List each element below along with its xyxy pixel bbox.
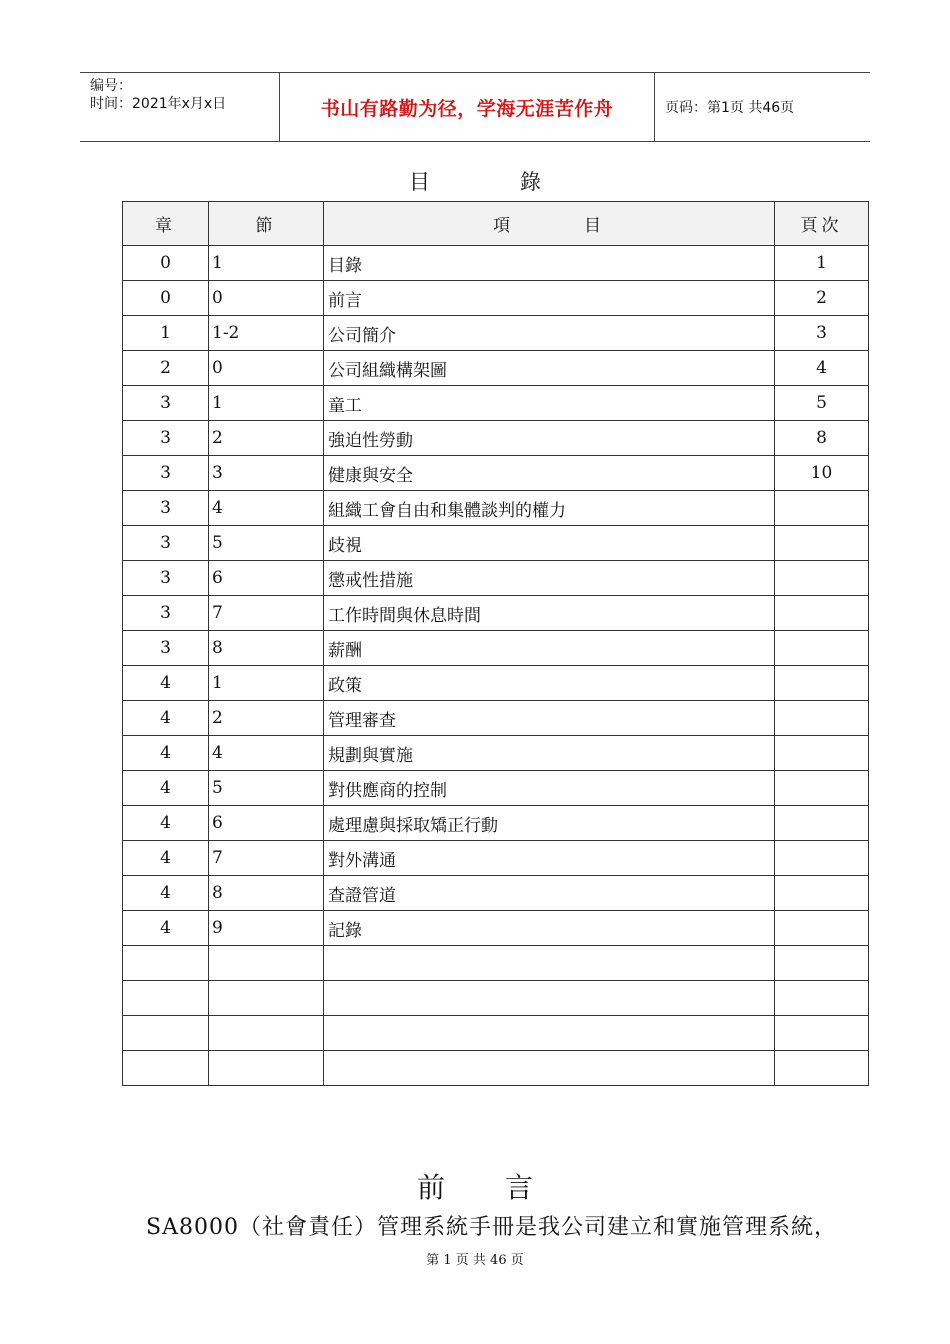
cell-item: 規劃與實施 bbox=[324, 736, 775, 771]
cell-section: 5 bbox=[209, 526, 324, 561]
date-label: 时间：2021年x月x日 bbox=[90, 96, 227, 112]
cell-page: 8 bbox=[775, 421, 869, 456]
cell-section: 6 bbox=[209, 561, 324, 596]
col-section-header: 節 bbox=[209, 202, 324, 246]
cell-chapter: 3 bbox=[123, 386, 209, 421]
cell-chapter: 3 bbox=[123, 421, 209, 456]
table-row bbox=[123, 701, 869, 736]
cell-chapter: 4 bbox=[123, 911, 209, 946]
cell-item bbox=[324, 981, 775, 1016]
cell-page bbox=[775, 806, 869, 841]
cell-chapter: 3 bbox=[123, 596, 209, 631]
cell-chapter: 3 bbox=[123, 526, 209, 561]
cell-section bbox=[209, 1051, 324, 1086]
table-row bbox=[123, 561, 869, 596]
table-row bbox=[123, 911, 869, 946]
cell-item bbox=[324, 1016, 775, 1051]
toc-table bbox=[122, 201, 869, 1086]
cell-section: 0 bbox=[209, 351, 324, 386]
preface-first-line: SA8000（社會責任）管理系統手冊是我公司建立和實施管理系統， bbox=[146, 1215, 837, 1240]
preface-title-left: 前 bbox=[416, 1171, 445, 1204]
table-row bbox=[123, 771, 869, 806]
cell-section: 2 bbox=[209, 701, 324, 736]
cell-chapter: 2 bbox=[123, 351, 209, 386]
table-row bbox=[123, 526, 869, 561]
cell-chapter bbox=[123, 1051, 209, 1086]
cell-item: 對外溝通 bbox=[324, 841, 775, 876]
cell-section bbox=[209, 981, 324, 1016]
col-item-header-right: 目 bbox=[584, 216, 605, 236]
table-row bbox=[123, 876, 869, 911]
toc-title-right: 錄 bbox=[520, 170, 541, 194]
cell-page: 3 bbox=[775, 316, 869, 351]
cell-item bbox=[324, 946, 775, 981]
cell-page bbox=[775, 841, 869, 876]
cell-item: 記錄 bbox=[324, 911, 775, 946]
table-row bbox=[123, 491, 869, 526]
table-row bbox=[123, 351, 869, 386]
cell-page: 4 bbox=[775, 351, 869, 386]
table-row bbox=[123, 456, 869, 491]
cell-chapter bbox=[123, 1016, 209, 1051]
cell-item: 處理慮與採取矯正行動 bbox=[324, 806, 775, 841]
table-row bbox=[123, 596, 869, 631]
cell-section: 0 bbox=[209, 281, 324, 316]
cell-page bbox=[775, 561, 869, 596]
col-item-header-left: 項 bbox=[493, 216, 514, 236]
col-chapter-header: 章 bbox=[123, 202, 209, 246]
table-row bbox=[123, 736, 869, 771]
cell-page bbox=[775, 491, 869, 526]
cell-section: 1 bbox=[209, 666, 324, 701]
cell-chapter: 4 bbox=[123, 701, 209, 736]
cell-item: 目錄 bbox=[324, 246, 775, 281]
cell-page bbox=[775, 736, 869, 771]
cell-page bbox=[775, 771, 869, 806]
cell-page bbox=[775, 981, 869, 1016]
cell-section: 7 bbox=[209, 596, 324, 631]
cell-section: 6 bbox=[209, 806, 324, 841]
toc-body bbox=[123, 246, 869, 1086]
preface-title bbox=[0, 1166, 950, 1206]
cell-page bbox=[775, 1051, 869, 1086]
cell-page: 5 bbox=[775, 386, 869, 421]
table-row bbox=[123, 946, 869, 981]
page-footer: 第 1 页 共 46 页 bbox=[426, 1253, 524, 1268]
cell-item: 懲戒性措施 bbox=[324, 561, 775, 596]
table-row bbox=[123, 386, 869, 421]
table-row bbox=[123, 841, 869, 876]
cell-page bbox=[775, 701, 869, 736]
cell-item: 公司簡介 bbox=[324, 316, 775, 351]
cell-chapter: 4 bbox=[123, 841, 209, 876]
header-motto: 书山有路勤为径，学海无涯苦作舟 bbox=[280, 73, 655, 141]
cell-chapter: 3 bbox=[123, 456, 209, 491]
table-row bbox=[123, 1051, 869, 1086]
cell-section: 9 bbox=[209, 911, 324, 946]
cell-chapter: 3 bbox=[123, 491, 209, 526]
table-row bbox=[123, 806, 869, 841]
table-row bbox=[123, 631, 869, 666]
cell-item: 組織工會自由和集體談判的權力 bbox=[324, 491, 775, 526]
col-item-header bbox=[324, 202, 775, 246]
header-page-info: 页码：第1页 共46页 bbox=[665, 100, 795, 116]
cell-section: 5 bbox=[209, 771, 324, 806]
cell-chapter: 3 bbox=[123, 561, 209, 596]
cell-page bbox=[775, 911, 869, 946]
number-label: 编号： bbox=[90, 78, 132, 94]
cell-chapter: 4 bbox=[123, 666, 209, 701]
cell-page bbox=[775, 1016, 869, 1051]
cell-section: 3 bbox=[209, 456, 324, 491]
cell-page bbox=[775, 631, 869, 666]
cell-item: 健康與安全 bbox=[324, 456, 775, 491]
cell-chapter: 4 bbox=[123, 771, 209, 806]
cell-page: 1 bbox=[775, 246, 869, 281]
cell-section bbox=[209, 1016, 324, 1051]
table-row bbox=[123, 981, 869, 1016]
cell-item: 童工 bbox=[324, 386, 775, 421]
cell-section: 1 bbox=[209, 386, 324, 421]
cell-page bbox=[775, 946, 869, 981]
cell-page bbox=[775, 526, 869, 561]
cell-page bbox=[775, 596, 869, 631]
cell-item: 前言 bbox=[324, 281, 775, 316]
cell-section: 4 bbox=[209, 491, 324, 526]
cell-page bbox=[775, 666, 869, 701]
page-header bbox=[80, 72, 870, 142]
cell-section: 4 bbox=[209, 736, 324, 771]
toc-title-left: 目 bbox=[409, 170, 430, 194]
cell-section: 2 bbox=[209, 421, 324, 456]
table-row bbox=[123, 1016, 869, 1051]
table-row bbox=[123, 666, 869, 701]
table-row bbox=[123, 281, 869, 316]
cell-section: 8 bbox=[209, 876, 324, 911]
cell-item: 公司組織構架圖 bbox=[324, 351, 775, 386]
cell-chapter bbox=[123, 981, 209, 1016]
cell-item: 薪酬 bbox=[324, 631, 775, 666]
cell-item: 管理審查 bbox=[324, 701, 775, 736]
cell-chapter: 1 bbox=[123, 316, 209, 351]
cell-chapter bbox=[123, 946, 209, 981]
header-meta bbox=[80, 73, 280, 141]
preface-title-right: 言 bbox=[505, 1171, 534, 1204]
cell-section: 1-2 bbox=[209, 316, 324, 351]
cell-page: 10 bbox=[775, 456, 869, 491]
cell-chapter: 4 bbox=[123, 736, 209, 771]
cell-chapter: 3 bbox=[123, 631, 209, 666]
cell-section: 7 bbox=[209, 841, 324, 876]
table-row bbox=[123, 316, 869, 351]
table-row bbox=[123, 246, 869, 281]
cell-item: 歧視 bbox=[324, 526, 775, 561]
cell-section: 1 bbox=[209, 246, 324, 281]
cell-item: 政策 bbox=[324, 666, 775, 701]
cell-item: 強迫性勞動 bbox=[324, 421, 775, 456]
cell-item: 工作時間與休息時間 bbox=[324, 596, 775, 631]
cell-section: 8 bbox=[209, 631, 324, 666]
cell-page bbox=[775, 876, 869, 911]
toc-title bbox=[0, 166, 950, 196]
cell-page: 2 bbox=[775, 281, 869, 316]
cell-item: 對供應商的控制 bbox=[324, 771, 775, 806]
table-row bbox=[123, 421, 869, 456]
cell-item: 查證管道 bbox=[324, 876, 775, 911]
cell-section bbox=[209, 946, 324, 981]
cell-chapter: 0 bbox=[123, 246, 209, 281]
cell-chapter: 0 bbox=[123, 281, 209, 316]
cell-chapter: 4 bbox=[123, 876, 209, 911]
cell-chapter: 4 bbox=[123, 806, 209, 841]
toc-header-row bbox=[123, 202, 869, 246]
cell-item bbox=[324, 1051, 775, 1086]
col-page-header: 頁次 bbox=[775, 202, 869, 246]
